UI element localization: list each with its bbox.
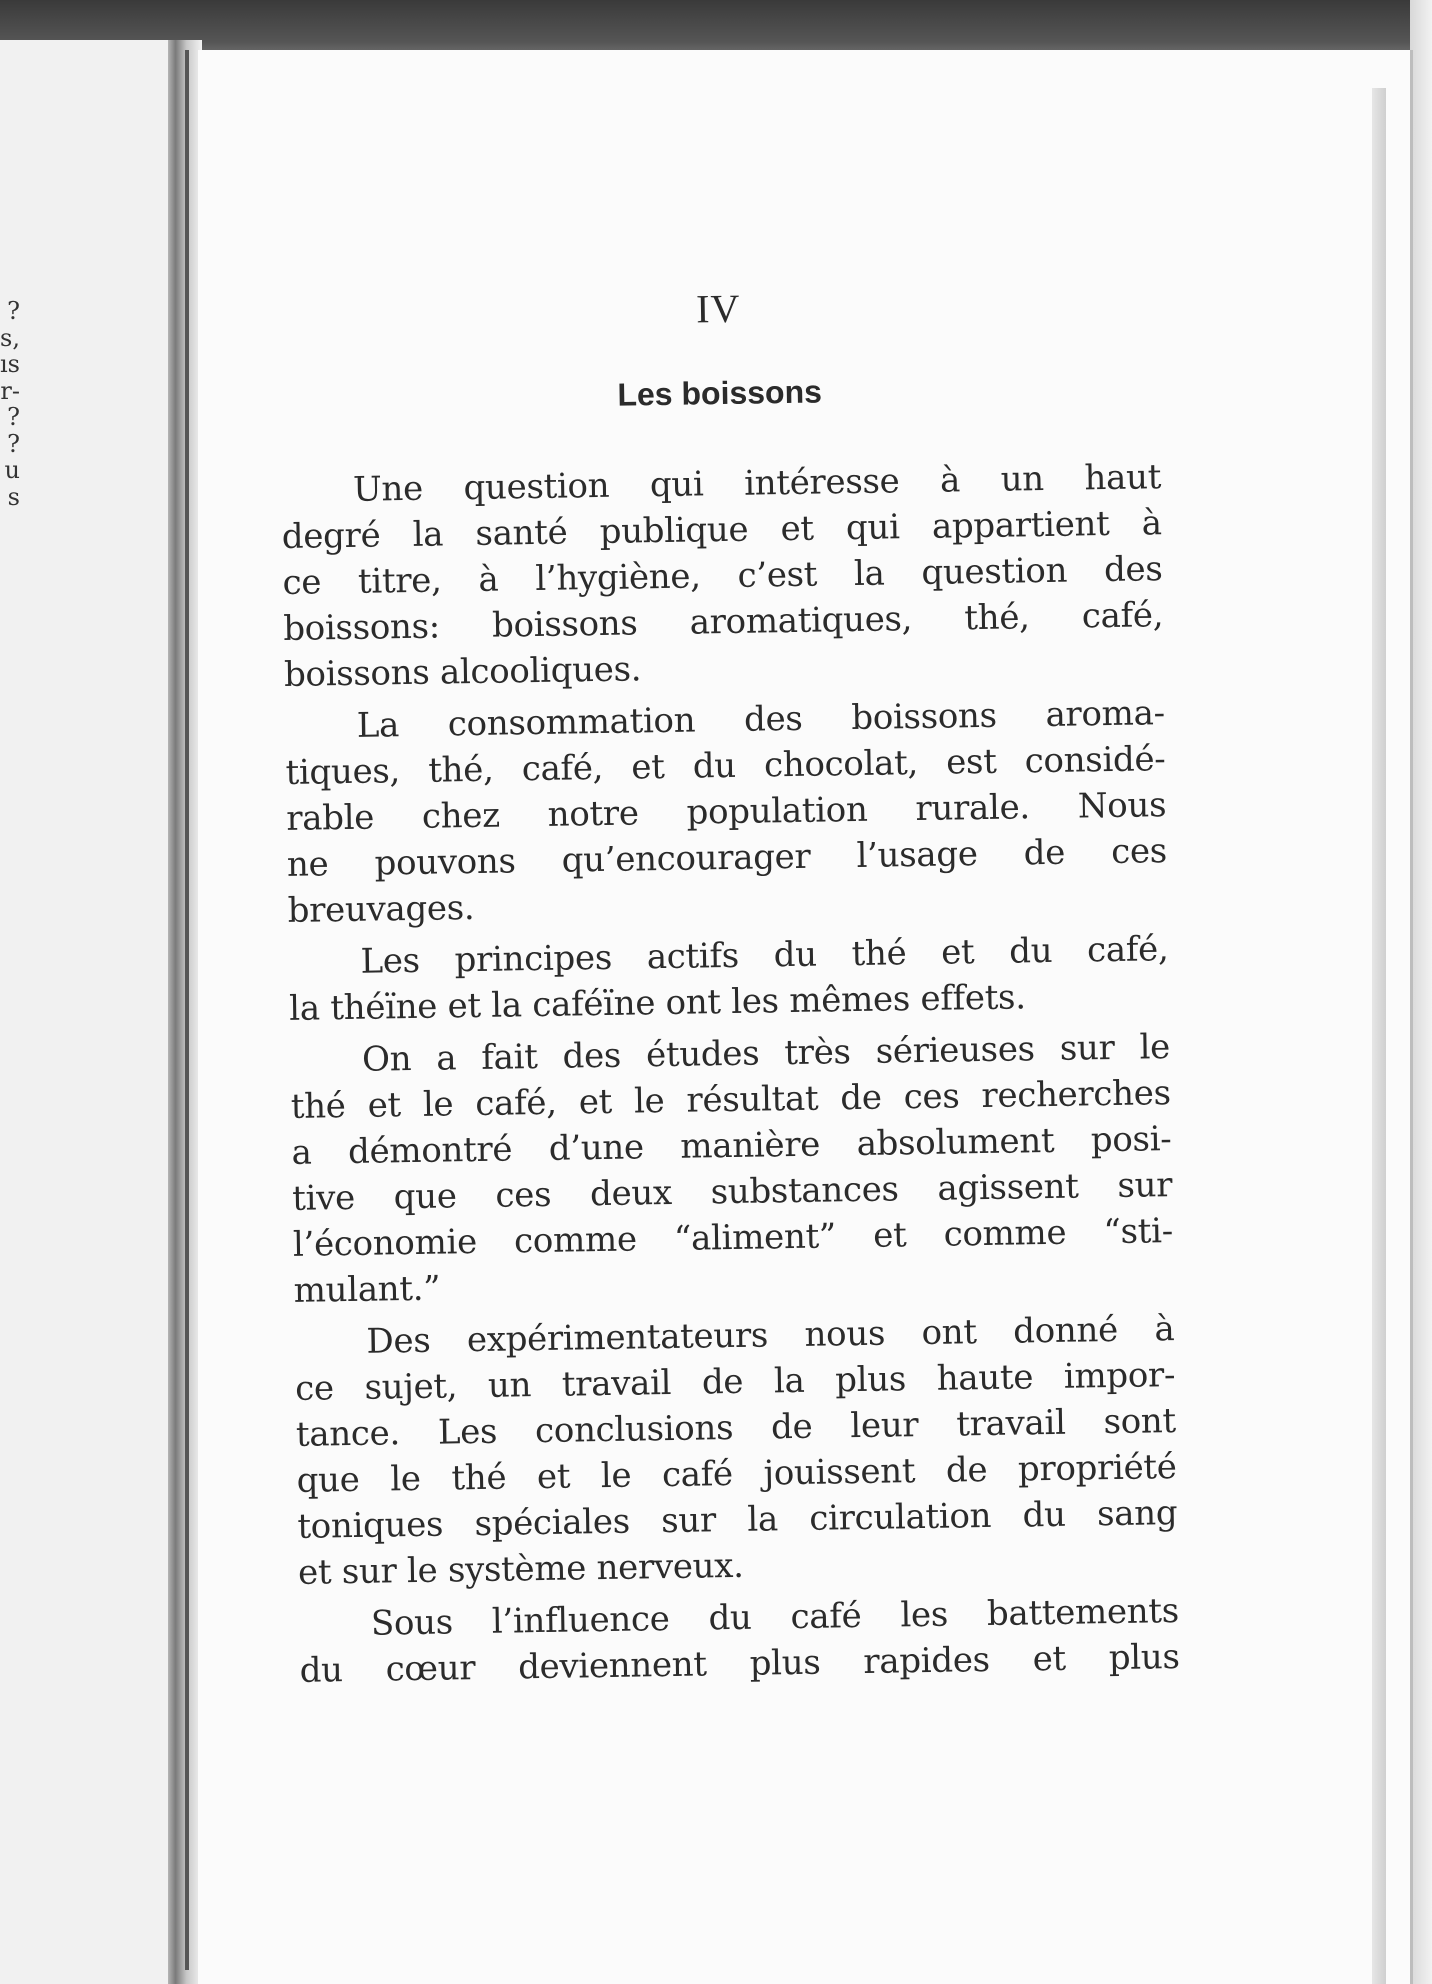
- paragraph: [288, 926, 1169, 1032]
- fragment: ?: [7, 403, 20, 431]
- text-line: que le thé et le café jouissent de propriété: [296, 1447, 1177, 1501]
- text-line: Les principes actifs du thé et du café,: [360, 929, 1169, 982]
- paragraph: [290, 1024, 1174, 1314]
- gutter-fold-line: [185, 50, 189, 1970]
- fragment: ?: [7, 429, 20, 458]
- paragraph: [299, 1588, 1180, 1694]
- text-line: boissons alcooliques.: [283, 649, 642, 695]
- paragraph: [294, 1306, 1178, 1596]
- fragment: r-: [0, 376, 20, 405]
- text-line: du cœur deviennent plus rapides et plus: [299, 1637, 1180, 1691]
- text-line: toniques spéciales sur la circulation du sang: [297, 1493, 1178, 1547]
- fragment: u: [4, 456, 20, 484]
- chapter-number: IV: [695, 285, 741, 332]
- text-line: tive que ces deux substances agissent sur: [291, 1165, 1173, 1219]
- text-line: a démontré d’une manière absolument posi-: [291, 1119, 1172, 1173]
- text-line: la théïne et la caféïne ont les mêmes effets.: [288, 977, 1026, 1029]
- text-line: ce sujet, un travail de la plus haute impor-: [294, 1355, 1176, 1409]
- text-line: rable chez notre population rurale. Nous: [285, 785, 1167, 839]
- text-line: et sur le système nerveux.: [297, 1545, 744, 1593]
- paragraph: [284, 690, 1168, 934]
- facing-page-text-fragments: [0, 298, 20, 510]
- text-line: boissons: boissons aromatiques, thé, café,: [282, 595, 1164, 649]
- fragment: ıs: [0, 350, 20, 378]
- facing-page: [0, 40, 170, 1984]
- fragment: s,: [0, 323, 20, 352]
- page-content: [278, 278, 1180, 1700]
- text-line: tance. Les conclusions de leur travail sont: [295, 1401, 1177, 1455]
- scan-background-right: [1410, 0, 1432, 1984]
- text-line: ce titre, à l’hygiène, c’est la question des: [282, 549, 1163, 603]
- text-line: degré la santé publique et qui appartient à: [281, 503, 1163, 557]
- text-line: mulant.”: [293, 1268, 441, 1311]
- text-line: l’économie comme “aliment” et comme “sti-: [292, 1211, 1174, 1265]
- text-line: breuvages.: [287, 887, 475, 931]
- text-line: Sous l’influence du café les battements: [370, 1591, 1180, 1644]
- text-line: On a fait des études très sérieuses sur le: [361, 1027, 1171, 1080]
- text-line: ne pouvons qu’encourager l’usage de ces: [286, 831, 1168, 885]
- text-line: thé et le café, et le résultat de ces recherches: [290, 1073, 1172, 1127]
- text-line: La consommation des boissons aroma-: [356, 693, 1166, 746]
- chapter-title: Les boissons: [617, 373, 823, 413]
- text-line: tiques, thé, café, et du chocolat, est considé-: [285, 739, 1166, 793]
- text-line: Une question qui intéresse à un haut: [352, 457, 1162, 510]
- fragment: s: [7, 482, 20, 511]
- paragraph: [281, 454, 1165, 698]
- text-line: Des expérimentateurs nous ont donné à: [366, 1309, 1175, 1362]
- page-edge-shadow: [1372, 88, 1386, 1984]
- fragment: ?: [7, 297, 20, 325]
